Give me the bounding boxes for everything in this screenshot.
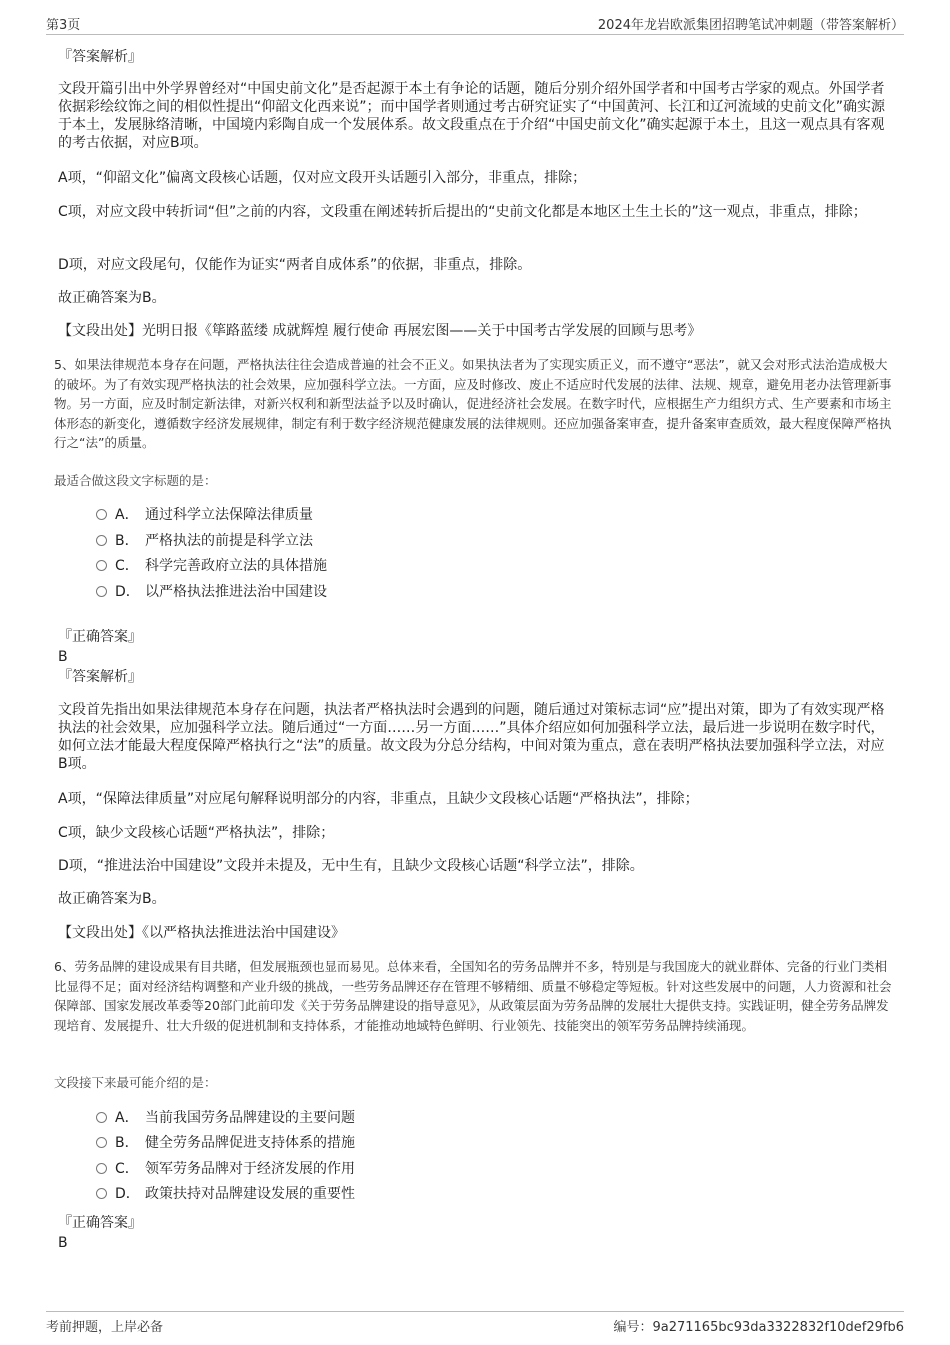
question-6-option-c[interactable]: C． 领军劳务品牌对于经济发展的作用 [96,1159,355,1179]
question-5-option-a[interactable]: A． 通过科学立法保障法律质量 [96,505,313,525]
page-footer [46,1311,904,1336]
question-5-option-b[interactable]: B． 严格执法的前提是科学立法 [96,531,313,551]
question-5-stem: 最适合做这段文字标题的是： [54,473,217,488]
radio-icon[interactable] [96,535,107,546]
question-6-correct-tag: 『正确答案』 [58,1215,142,1231]
question-5-correct-tag: 『正确答案』 [58,629,142,645]
radio-icon[interactable] [96,1188,107,1199]
analysis-paragraph: 文段开篇引出中外学界曾经对“中国史前文化”是否起源于本土有争论的话题，随后分别介绍外国学者和中国考古学家的观点。外国学者依据彩绘纹饰之间的相似性提出“仰韶文化西来说”；而中国学者则通过考古研究证实了“中国黄河、长江和辽河流域的史前文化”确实源于本土，发展脉络清晰，中国境内彩陶自成一个发展体系。故文段重点在于介绍“中国史前文化”确实起源于本土，且这一观点具有客观的考古依据，对应B项。 [58,81,886,151]
analysis-tag: 『答案解析』 [58,49,142,65]
question-5-text: 5、如果法律规范本身存在问题，严格执法往往会造成普遍的社会不正义。如果执法者为了实现实质正义，而不遵守“恶法”，就又会对形式法治造成极大的破坏。为了有效实现严格执法的社会效果，应加强科学立法。一方面，应及时修改、废止不适应时代发展的法律、法规、规章，避免用老办法管理新事物。另一方面，应及时制定新法律，对新兴权利和新型法益予以及时确认，促进经济社会发展。在数字时代，应根据生产力组织方式、生产要素和市场主体形态的新变化，遵循数字经济发展规律，制定有利于数字经济规范健康发展的法律规则。还应加强备案审查，提升备案审查质效，最大程度保障严格执行之“法”的质量。 [54,357,892,450]
question-6-option-b[interactable]: B． 健全劳务品牌促进支持体系的措施 [96,1133,355,1153]
question-6-stem: 文段接下来最可能介绍的是： [54,1075,217,1090]
page-header [46,12,904,35]
question-5-correct-answer: B [58,649,68,665]
question-5-source: 【文段出处】《以严格执法推进法治中国建设》 [58,925,345,941]
document-title: 2024年龙岩欧派集团招聘笔试冲刺题（带答案解析） [597,18,904,33]
analysis-conclusion: 故正确答案为B。 [58,290,166,306]
question-5-option-c[interactable]: C． 科学完善政府立法的具体措施 [96,556,327,576]
radio-icon[interactable] [96,1137,107,1148]
page-number: 第3页 [46,18,81,33]
question-6-text: 6、劳务品牌的建设成果有目共睹，但发展瓶颈也显而易见。总体来看，全国知名的劳务品牌并不多，特别是与我国庞大的就业群体、完备的行业门类相比显得不足；面对经济结构调整和产业升级的挑战，一些劳务品牌还存在管理不够精细、质量不够稳定等短板。针对这些发展中的问题，人力资源和社会保障部、国家发展改革委等20部门此前印发《关于劳务品牌建设的指导意见》，从政策层面为劳务品牌的发展壮大提供支持。实践证明，健全劳务品牌发现培育、发展提升、壮大升级的促进机制和支持体系，才能推动地域特色鲜明、行业领先、技能突出的领军劳务品牌持续涌现。 [54,959,892,1033]
question-5-analysis-option-a: A项，“保障法律质量”对应尾句解释说明部分的内容，非重点，且缺少文段核心话题“严格执法”，排除； [58,791,699,807]
question-6-option-d[interactable]: D． 政策扶持对品牌建设发展的重要性 [96,1184,355,1204]
question-5-analysis-option-d: D项，“推进法治中国建设”文段并未提及，无中生有，且缺少文段核心话题“科学立法”，排除。 [58,858,644,874]
radio-icon[interactable] [96,560,107,571]
analysis-option-c: C项，对应文段中转折词“但”之前的内容，文段重在阐述转折后提出的“史前文化都是本地区土生土长的”这一观点，非重点，排除； [58,204,867,220]
document-code: 编号：9a271165bc93da3322832f10def29fb6 [613,1320,904,1335]
question-5-conclusion: 故正确答案为B。 [58,891,166,907]
question-6-option-a[interactable]: A． 当前我国劳务品牌建设的主要问题 [96,1108,355,1128]
question-5-analysis-tag: 『答案解析』 [58,669,142,685]
radio-icon[interactable] [96,586,107,597]
question-5-analysis: 文段首先指出如果法律规范本身存在问题，执法者严格执法时会遇到的问题，随后通过对策标志词“应”提出对策，即为了有效实现严格执法的社会效果，应加强科学立法。随后通过“一方面……另一方面……”具体介绍应如何加强科学立法，最后进一步说明在数字时代，如何立法才能最大程度保障严格执行之“法”的质量。故文段为分总分结构，中间对策为重点，意在表明严格执法要加强科学立法，对应B项。 [58,702,885,772]
analysis-option-a: A项，“仰韶文化”偏离文段核心话题，仅对应文段开头话题引入部分，非重点，排除； [58,170,587,186]
question-5-analysis-option-c: C项，缺少文段核心话题“严格执法”，排除； [58,825,335,841]
question-6-correct-answer: B [58,1235,68,1251]
footer-slogan: 考前押题，上岸必备 [46,1320,164,1335]
radio-icon[interactable] [96,1112,107,1123]
passage-source: 【文段出处】光明日报《筚路蓝缕 成就辉煌 履行使命 再展宏图——关于中国考古学发展的回顾与思考》 [58,323,702,339]
radio-icon[interactable] [96,1163,107,1174]
question-5-option-d[interactable]: D． 以严格执法推进法治中国建设 [96,582,327,602]
radio-icon[interactable] [96,509,107,520]
analysis-option-d: D项，对应文段尾句，仅能作为证实“两者自成体系”的依据，非重点，排除。 [58,257,532,273]
